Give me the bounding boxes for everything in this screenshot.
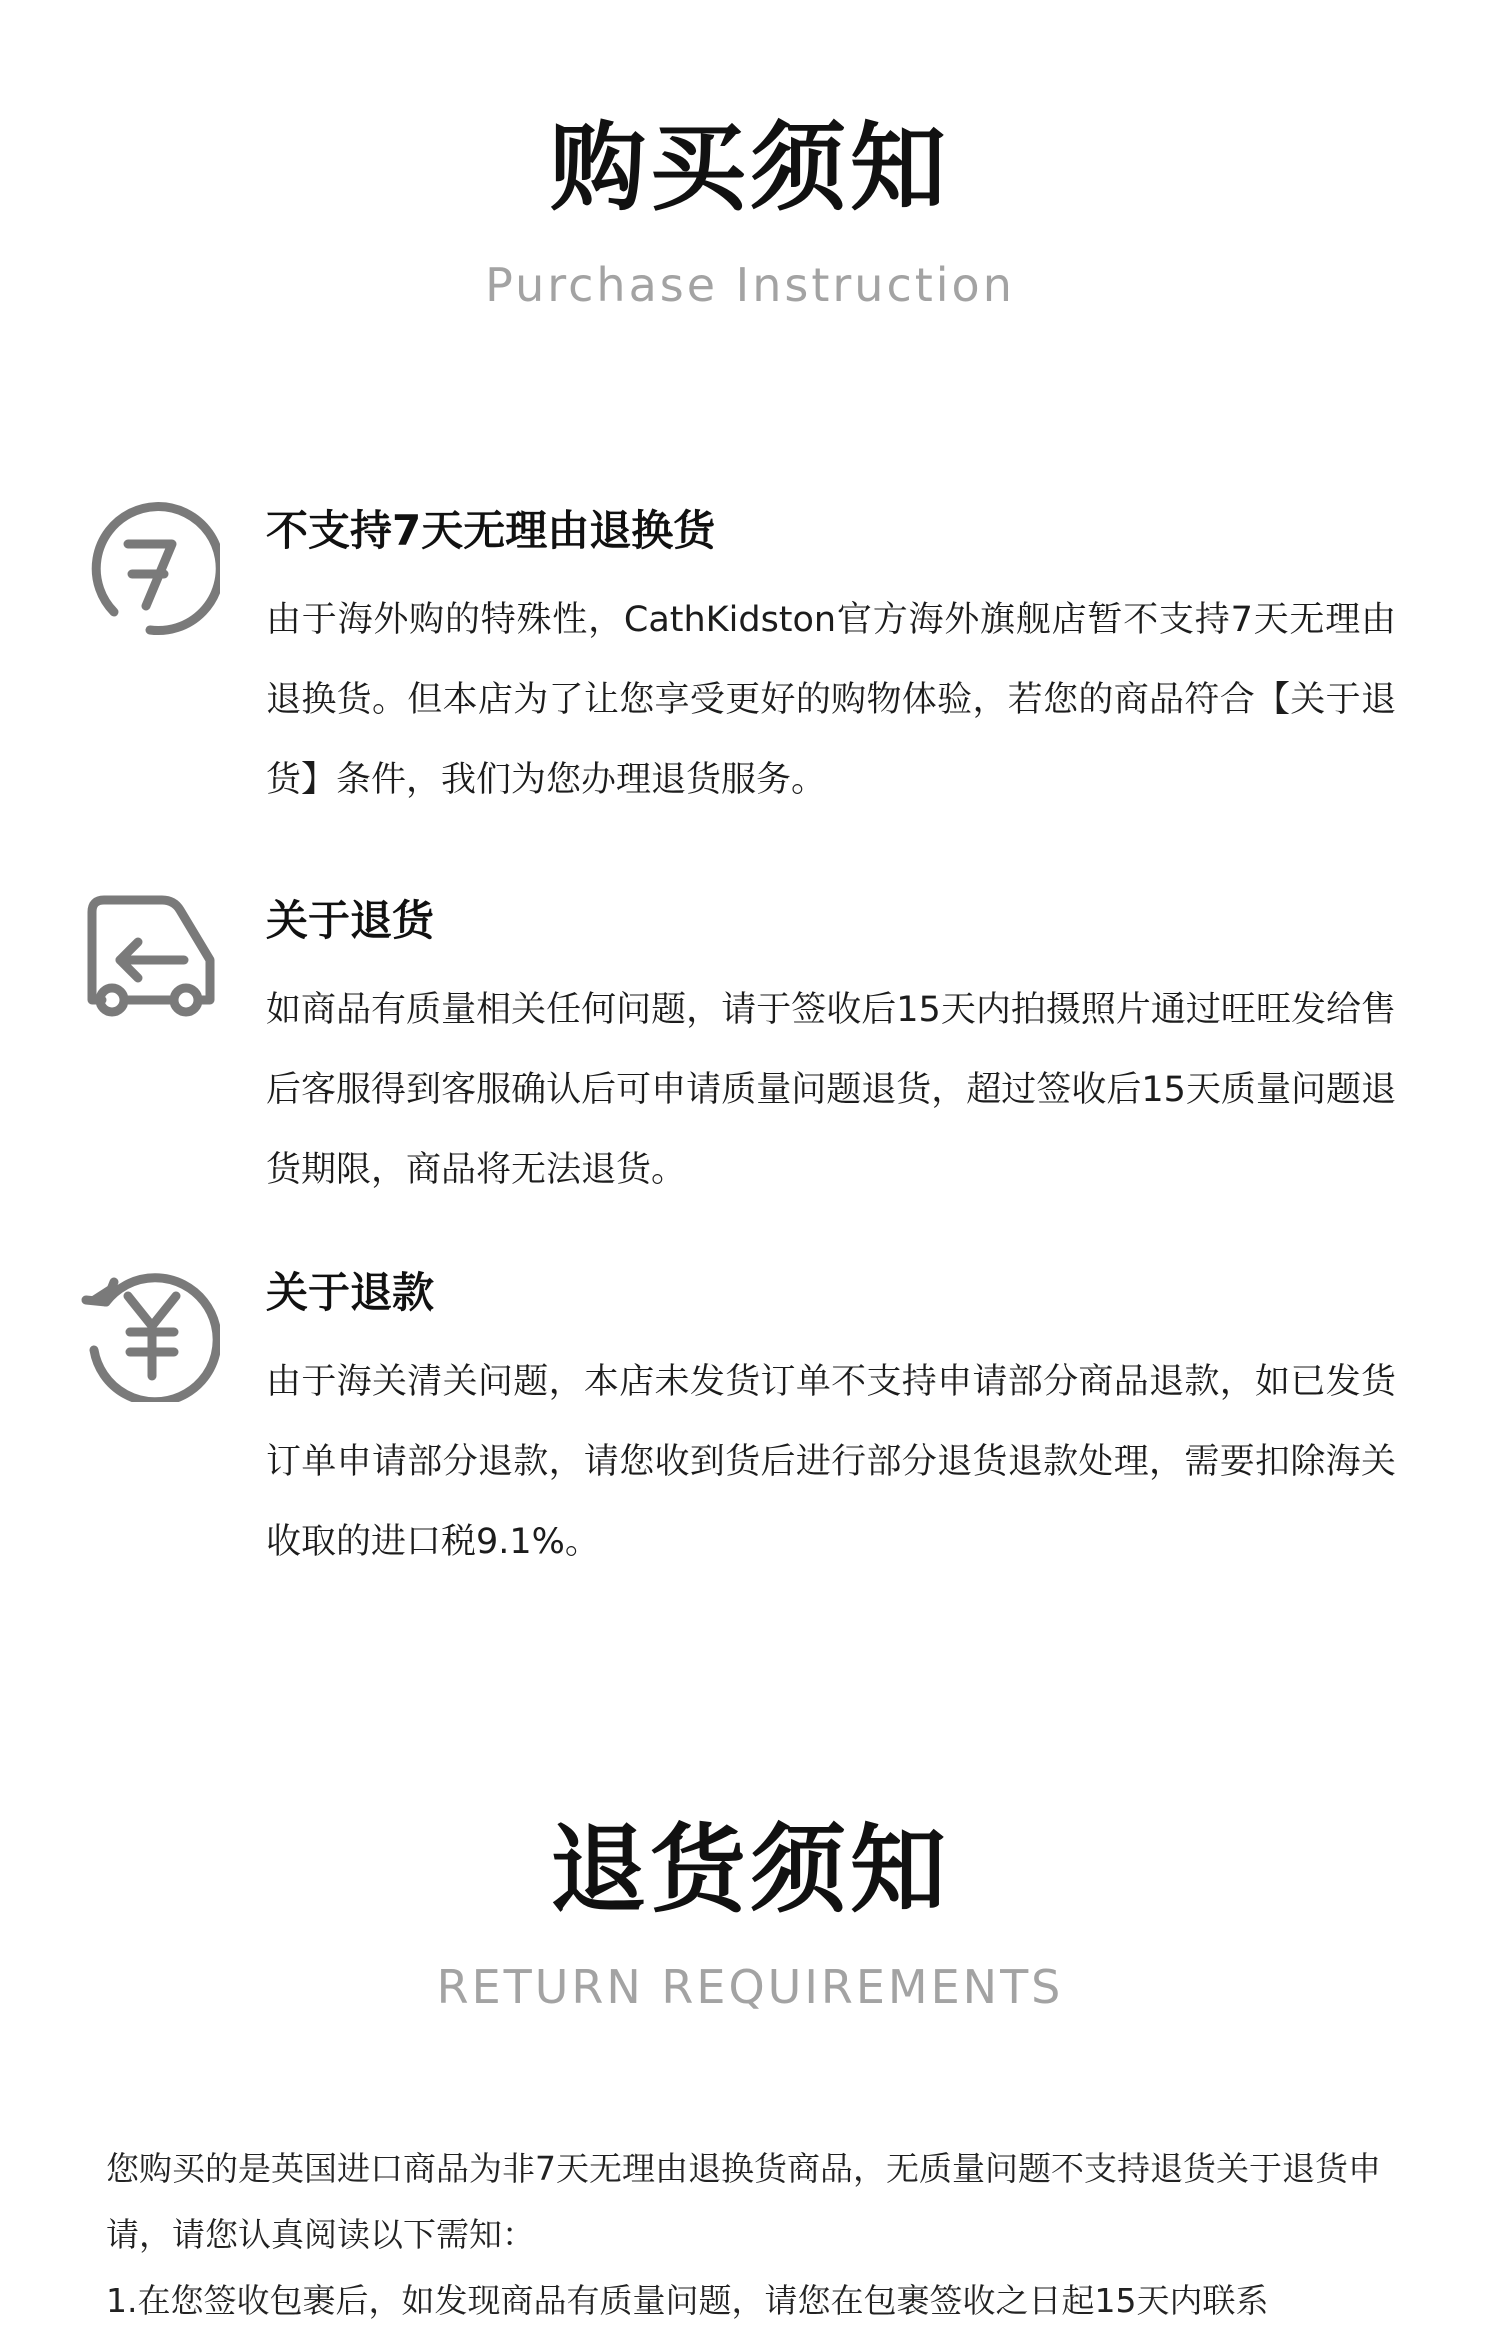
seven-day-icon (80, 500, 220, 640)
item-text: 由于海外购的特殊性，CathKidston官方海外旗舰店暂不支持7天无理由退换货。但本店为了让您享受更好的购物体验，若您的商品符合【关于退货】条件，我们为您办理退货服务。 (266, 600, 1396, 800)
item-title: 关于退款 (266, 1268, 435, 1317)
returns-content (106, 2136, 1396, 2334)
returns-intro: 您购买的是英国进口商品为非7天无理由退换货商品，无质量问题不支持退货关于退货申请，请您认真阅读以下需知： (106, 2149, 1381, 2254)
purchase-heading (0, 112, 1500, 312)
returns-heading (0, 1814, 1500, 2014)
item-text: 如商品有质量相关任何问题，请于签收后15天内拍摄照片通过旺旺发给售后客服得到客服确认后可申请质量问题退货，超过签收后15天质量问题退货期限，商品将无法退货。 (266, 990, 1396, 1190)
purchase-subtitle: Purchase Instruction (485, 258, 1015, 312)
item-text: 由于海关清关问题，本店未发货订单不支持申请部分商品退款，如已发货订单申请部分退款，请您收到货后进行部分退货退款处理，需要扣除海关收取的进口税9.1%。 (266, 1362, 1396, 1562)
purchase-title: 购买须知 (550, 112, 950, 224)
returns-title: 退货须知 (550, 1814, 950, 1926)
returns-point-1: 1.在您签收包裹后，如发现商品有质量问题，请您在包裹签收之日起15天内联系 (106, 2281, 1269, 2320)
item-title: 关于退货 (266, 896, 435, 945)
returns-subtitle: RETURN REQUIREMENTS (436, 1960, 1064, 2014)
return-truck-icon (80, 890, 220, 1030)
item-title: 不支持7天无理由退换货 (266, 506, 716, 555)
yuan-refund-icon (80, 1262, 220, 1402)
